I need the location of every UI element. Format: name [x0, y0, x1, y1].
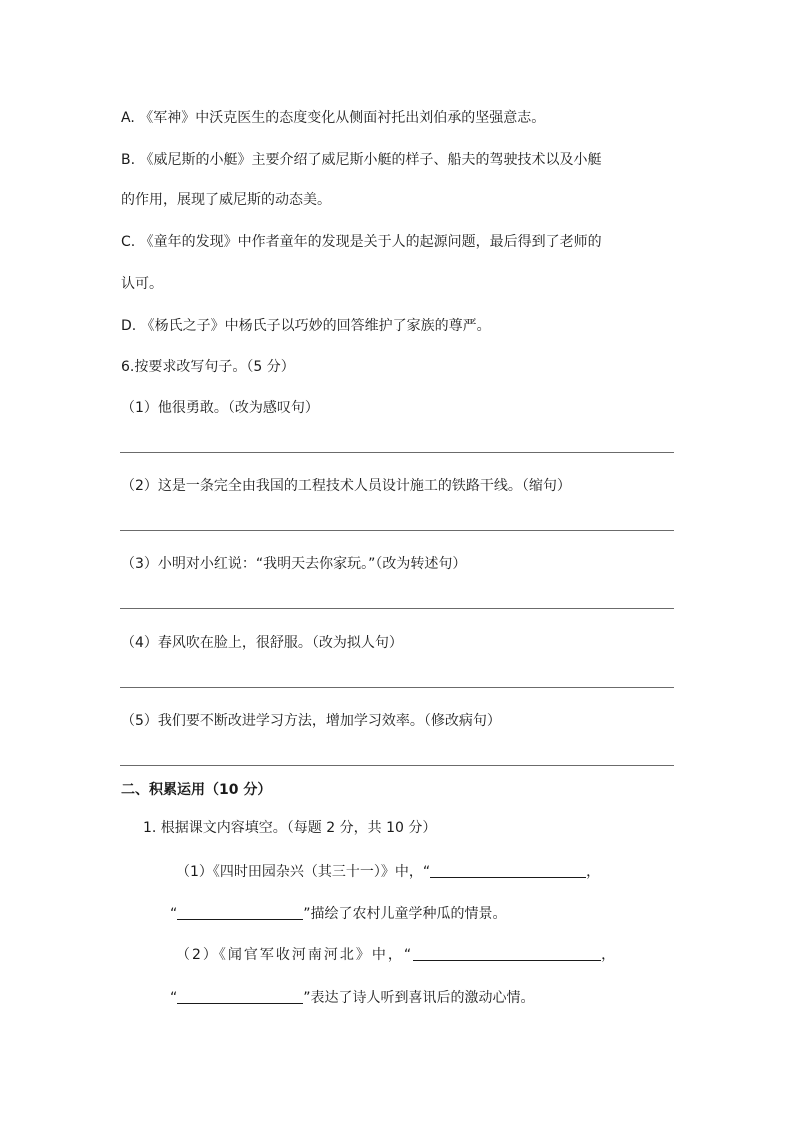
fill-blank-1b[interactable] — [177, 905, 303, 920]
fill-blank-1a[interactable] — [430, 863, 586, 878]
answer-line-1[interactable] — [120, 452, 674, 453]
answer-line-5[interactable] — [120, 765, 674, 766]
q6-item-3: （3）小明对小红说：“我明天去你家玩。”（改为转述句） — [121, 556, 467, 572]
fill-item-2-suffix: ， — [601, 947, 616, 963]
fill-item-1-line2-prefix: “ — [170, 906, 178, 922]
q6-item-5: （5）我们要不断改进学习方法，增加学习效率。（修改病句） — [121, 713, 501, 729]
q6-item-2: （2）这是一条完全由我国的工程技术人员设计施工的铁路干线。（缩句） — [121, 478, 571, 494]
section-2-heading: 二、积累运用（10 分） — [121, 782, 272, 798]
q6-item-4: （4）春风吹在脸上，很舒服。（改为拟人句） — [121, 635, 403, 651]
fill-item-2-line2 — [170, 988, 535, 1008]
fill-blank-2a[interactable] — [413, 946, 601, 961]
section-2-q1-title: 1. 根据课文内容填空。（每题 2 分，共 10 分） — [143, 820, 437, 836]
option-d: D. 《杨氏之子》中杨氏子以巧妙的回答维护了家族的尊严。 — [121, 318, 491, 334]
fill-item-2-line2-suffix: ”表达了诗人听到喜讯后的激动心情。 — [303, 990, 535, 1006]
answer-line-2[interactable] — [120, 530, 674, 531]
option-a: A. 《军神》中沃克医生的态度变化从侧面衬托出刘伯承的坚强意志。 — [121, 110, 546, 126]
fill-item-1-line2 — [170, 904, 507, 924]
fill-item-1-suffix: ， — [586, 864, 601, 880]
fill-blank-2b[interactable] — [177, 989, 303, 1004]
answer-line-4[interactable] — [120, 687, 674, 688]
fill-item-1-line2-suffix: ”描绘了农村儿童学种瓜的情景。 — [303, 906, 507, 922]
q6-title: 6.按要求改写句子。（5 分） — [121, 359, 295, 375]
option-c-line1: C. 《童年的发现》中作者童年的发现是关于人的起源问题，最后得到了老师的 — [121, 234, 602, 250]
fill-item-2-line2-prefix: “ — [170, 990, 178, 1006]
option-b-line2: 的作用，展现了威尼斯的动态美。 — [121, 192, 331, 208]
fill-item-2 — [176, 945, 615, 965]
answer-line-3[interactable] — [120, 608, 674, 609]
fill-item-1 — [176, 862, 600, 882]
fill-item-2-prefix: （2）《闻官军收河南河北》中，“ — [176, 947, 414, 963]
option-b-line1: B. 《威尼斯的小艇》主要介绍了威尼斯小艇的样子、船夫的驾驶技术以及小艇 — [121, 152, 602, 168]
fill-item-1-prefix: （1）《四时田园杂兴（其三十一）》中，“ — [176, 864, 431, 880]
option-c-line2: 认可。 — [121, 276, 163, 292]
q6-item-1: （1）他很勇敢。（改为感叹句） — [121, 400, 319, 416]
